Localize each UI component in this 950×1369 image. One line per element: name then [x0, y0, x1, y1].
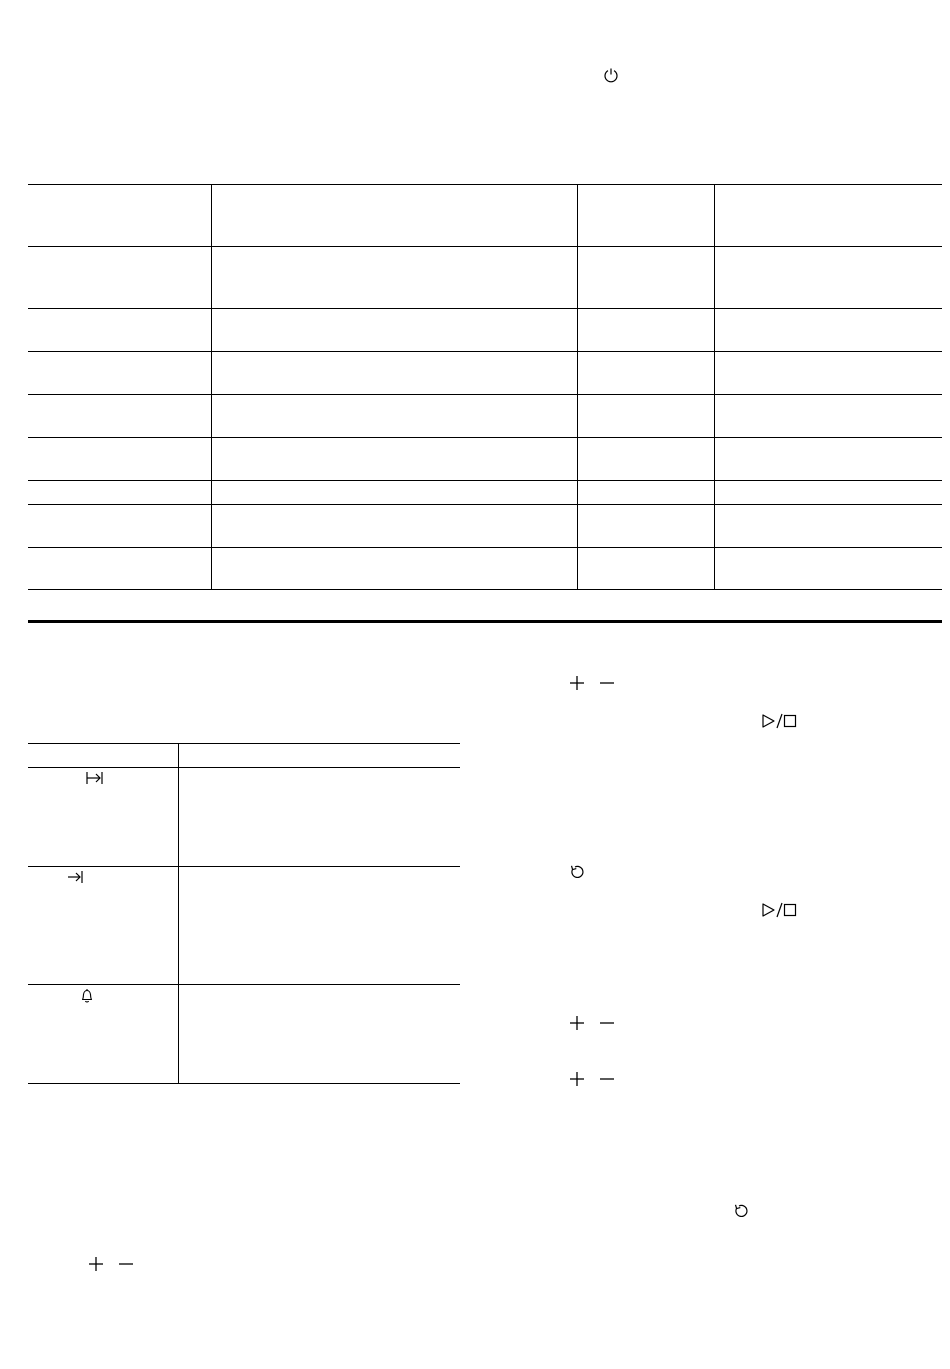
plus-minus-buttons: [569, 675, 615, 696]
table-rule: [28, 547, 942, 548]
reset-icon: [733, 1203, 749, 1219]
table-rule: [28, 437, 942, 438]
minus-icon: [599, 1071, 615, 1092]
power-icon: [603, 67, 619, 83]
table-bottom-rule: [28, 620, 942, 623]
table-column-divider: [178, 743, 179, 1083]
start-stop-icon: [761, 901, 797, 919]
table-column-divider: [714, 184, 715, 589]
reset-icon: [569, 864, 585, 880]
minus-icon: [599, 675, 615, 696]
minus-icon: [118, 1256, 134, 1277]
table-rule: [28, 394, 942, 395]
duration-icon: [86, 771, 103, 785]
table-column-divider: [211, 184, 212, 589]
table-rule: [28, 351, 942, 352]
table-rule: [28, 866, 460, 867]
table-rule: [28, 1083, 460, 1084]
table-rule: [28, 984, 460, 985]
table-rule: [28, 246, 942, 247]
minus-icon: [599, 1015, 615, 1036]
plus-minus-buttons: [569, 1071, 615, 1092]
end-time-icon: [67, 870, 83, 884]
plus-icon: [569, 1015, 585, 1036]
table-rule: [28, 767, 460, 768]
timer-bell-icon: [79, 988, 95, 1004]
plus-icon: [88, 1256, 104, 1277]
table-column-divider: [577, 184, 578, 589]
start-stop-icon: [761, 712, 797, 730]
table-rule: [28, 480, 942, 481]
table-rule: [28, 308, 942, 309]
table-rule: [28, 743, 460, 744]
table-rule: [28, 184, 942, 185]
table-rule: [28, 589, 942, 590]
plus-minus-buttons: [88, 1256, 134, 1277]
plus-icon: [569, 1071, 585, 1092]
table-rule: [28, 504, 942, 505]
plus-icon: [569, 675, 585, 696]
plus-minus-buttons: [569, 1015, 615, 1036]
